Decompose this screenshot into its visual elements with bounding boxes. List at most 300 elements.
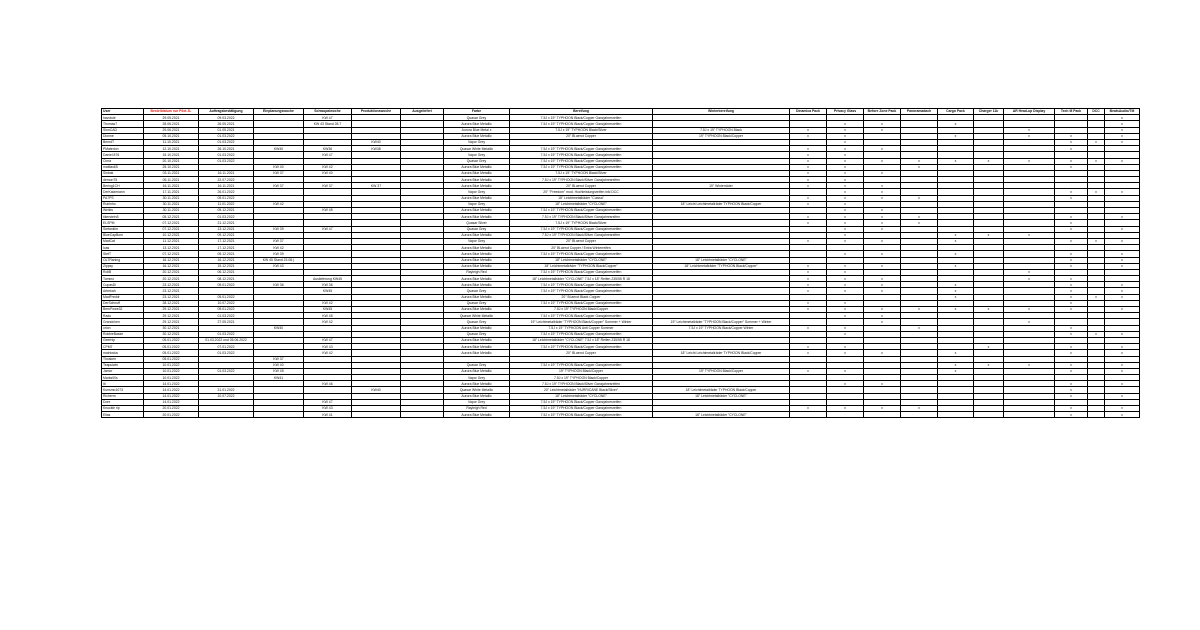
table-cell: 16.12.2021	[144, 257, 199, 263]
table-cell: x	[1105, 307, 1140, 313]
table-cell: RobbieBaske	[102, 331, 144, 337]
table-cell: 20.01.2022	[144, 406, 199, 412]
table-cell: DerKatzenann	[102, 189, 144, 195]
table-cell: x	[901, 164, 938, 170]
table-cell: KW45	[304, 288, 352, 294]
table-cell: 7.5J x 19" TYPHOON Black/Copper Ganzjahresreifen	[510, 300, 653, 306]
table-cell: Aurora Blue Metallic	[444, 350, 510, 356]
table-cell: ltl	[102, 381, 144, 387]
table-cell: 01.03.2022	[199, 158, 254, 164]
table-cell: 12.10.2021	[144, 146, 199, 152]
table-cell: x	[790, 220, 827, 226]
table-cell: 7.5J x 19" TYPHOON Black/Copper Ganzjahresreifen	[510, 158, 653, 164]
table-cell	[401, 412, 444, 418]
table-cell: x	[864, 276, 901, 282]
table-cell: x	[974, 362, 1004, 368]
table-cell: x	[938, 307, 974, 313]
table-cell: x	[864, 313, 901, 319]
table-cell: 7.5J x 19" TYPHOON Black/Silver Ganzjahresreifen	[510, 214, 653, 220]
table-cell: x	[790, 195, 827, 201]
column-header: Before Zone Pack	[864, 109, 901, 115]
table-cell: 20" Bl.aerot Black Copper	[510, 294, 653, 300]
table-cell: x	[1055, 282, 1088, 288]
table-cell: x	[1055, 381, 1088, 387]
table-cell: x	[790, 238, 827, 244]
table-cell: KW 42	[304, 300, 352, 306]
table-cell: x	[1055, 133, 1088, 139]
table-cell: x	[1055, 406, 1088, 412]
table-cell: x	[1055, 368, 1088, 374]
table-cell: 19" TYPHOON Black/Copper	[653, 133, 790, 139]
table-cell: 16.11.2021	[144, 183, 199, 189]
table-cell: KW41	[254, 375, 304, 381]
table-cell: x	[864, 238, 901, 244]
table-cell: Jamor	[102, 368, 144, 374]
table-cell: x	[938, 368, 974, 374]
table-cell: x	[827, 282, 864, 288]
table-cell: KW 37	[254, 238, 304, 244]
table-cell: x	[1088, 158, 1105, 164]
table-cell: x	[827, 368, 864, 374]
table-cell: x	[938, 282, 974, 288]
table-cell: 18" Leichtmetallräder "Cuissa"	[510, 195, 653, 201]
table-cell: x	[1055, 226, 1088, 232]
table-cell: 07.12.2021	[144, 226, 199, 232]
table-cell: BlueCapBom	[102, 232, 144, 238]
table-cell: Quasar Grey	[444, 362, 510, 368]
table-cell: 05.12.2021	[199, 208, 254, 214]
table-cell: Geerhip	[102, 337, 144, 343]
table-cell: x	[901, 214, 938, 220]
table-cell: StefT	[102, 251, 144, 257]
table-cell	[199, 412, 254, 418]
table-cell: x	[1055, 220, 1088, 226]
table-cell: Quasar Grey	[444, 158, 510, 164]
table-cell: Cinra	[102, 158, 144, 164]
table-cell: x	[790, 146, 827, 152]
table-cell: x	[864, 127, 901, 133]
table-cell: 05.01.2022	[199, 195, 254, 201]
table-cell: Quasar Grey	[444, 288, 510, 294]
table-cell: 10.07.2022	[199, 300, 254, 306]
table-cell: Vapor Grey	[444, 152, 510, 158]
table-cell: PA7PS	[102, 195, 144, 201]
table-cell: x	[827, 331, 864, 337]
table-cell: x	[938, 294, 974, 300]
table-cell: MadCat	[102, 238, 144, 244]
table-cell: Thomas7	[102, 121, 144, 127]
table-cell: 16.11.2021	[199, 170, 254, 176]
table-cell: x	[938, 232, 974, 238]
table-cell: Aurora Blue Metallic	[444, 170, 510, 176]
table-cell: x	[1055, 325, 1088, 331]
table-cell: 10.12.2021	[144, 232, 199, 238]
table-cell: x	[1055, 238, 1088, 244]
table-cell: 14.01.2022	[144, 381, 199, 387]
table-cell: Aurora Blue Metallic	[444, 257, 510, 263]
table-cell: x	[1055, 263, 1088, 269]
table-cell: Tommo	[102, 276, 144, 282]
table-cell: x	[1105, 412, 1140, 418]
table-cell: 22.07.2022	[199, 177, 254, 183]
table-cell: 13.12.2021	[199, 226, 254, 232]
table-cell: x	[790, 158, 827, 164]
table-cell: x	[827, 381, 864, 387]
table-cell: 7.5J x 19" TYPHOON Black	[653, 127, 790, 133]
table-cell: Elias	[102, 412, 144, 418]
table-cell: 25.10.2021	[144, 164, 199, 170]
table-cell: Quasar Silver	[444, 220, 510, 226]
table-cell: x	[901, 325, 938, 331]
table-cell: 10.07.2022	[199, 393, 254, 399]
table-cell: x	[790, 406, 827, 412]
table-cell: x	[864, 282, 901, 288]
table-cell: Weikis	[102, 208, 144, 214]
table-cell: 29.12.2021	[144, 319, 199, 325]
table-cell: KW 43	[304, 406, 352, 412]
table-cell: x	[1105, 350, 1140, 356]
table-cell: x	[827, 238, 864, 244]
table-cell: KW36	[304, 146, 352, 152]
table-cell: x	[1105, 263, 1140, 269]
table-cell: KW 36	[254, 282, 304, 288]
table-cell: x	[827, 152, 864, 158]
table-cell: x	[1105, 288, 1140, 294]
column-header: Bereifung	[510, 109, 653, 115]
table-cell: 29.06.2021	[144, 127, 199, 133]
table-cell: x	[1105, 133, 1140, 139]
table-cell: havolule	[102, 115, 144, 121]
table-cell: x	[827, 263, 864, 269]
table-cell: x	[827, 406, 864, 412]
column-header: Farbe	[444, 109, 510, 115]
table-cell: x	[1055, 214, 1088, 220]
spreadsheet	[101, 108, 1135, 418]
table-cell: Rado	[102, 313, 144, 319]
table-cell	[352, 412, 401, 418]
table-cell: CPMT	[102, 344, 144, 350]
table-cell: 10.01.2022	[144, 375, 199, 381]
table-cell: 20" Leichtmetallräder "HURRICANE Black/Silver"	[510, 387, 653, 393]
table-cell: 30.12.2021	[144, 325, 199, 331]
table-cell	[1004, 412, 1055, 418]
column-header: Ausgeliefert	[401, 109, 444, 115]
table-cell: Quasar White Metallic	[444, 313, 510, 319]
column-header: Cargo Pack	[938, 109, 974, 115]
table-cell: x	[901, 406, 938, 412]
table-cell: x	[1105, 257, 1140, 263]
table-cell: x	[864, 288, 901, 294]
table-cell: 18" Leichtmetallräder "CYCLONE"	[510, 393, 653, 399]
table-cell: x	[790, 170, 827, 176]
table-cell: 7.5J x 19" TYPHOON Black/Copper Ganzjahresreifen	[510, 282, 653, 288]
table-cell: Vapor Grey	[444, 375, 510, 381]
table-cell: 05.01.2022	[199, 282, 254, 288]
table-cell: tikerstein5	[102, 214, 144, 220]
table-cell: KW 42	[304, 319, 352, 325]
table-cell: 7.5J x 19" TYPHOON Black/Copper	[510, 375, 653, 381]
table-cell: 30.11.2021	[144, 195, 199, 201]
table-cell: KW 47	[304, 337, 352, 343]
table-cell: matrioska	[102, 350, 144, 356]
table-cell: 20.12.2021	[144, 276, 199, 282]
column-header: Auftragsbestätigung	[199, 109, 254, 115]
table-cell: 20" Bl.aerot Copper	[510, 183, 653, 189]
table-cell: x	[864, 170, 901, 176]
table-cell: 7.5J x 19" TYPHOON Black/Copper	[510, 307, 653, 313]
column-header: DCC	[1088, 109, 1105, 115]
table-cell: 10.01.2022	[144, 362, 199, 368]
table-cell: 01.03.2022	[199, 331, 254, 337]
table-cell: Aurora Blue Metal x	[444, 127, 510, 133]
table-cell: CupasDi	[102, 282, 144, 288]
table-cell	[974, 412, 1004, 418]
table-cell: KW 43	[304, 344, 352, 350]
table-cell: 18" Leichtmetallräder "CYCLONE"	[653, 393, 790, 399]
table-cell: x	[864, 263, 901, 269]
table-cell: 05.12.2021	[144, 214, 199, 220]
table-cell: 20" Bl.aerot Copper / Extra Winterreifen	[510, 245, 653, 251]
table-cell: x	[1055, 300, 1088, 306]
table-cell: x	[827, 269, 864, 275]
table-cell: KW 45	[304, 313, 352, 319]
table-cell: 06.12.2021	[199, 269, 254, 275]
table-cell: x	[790, 201, 827, 207]
table-cell: x	[790, 152, 827, 158]
table-cell: 7.5J x 19" TYPHOON Black/Copper Ganzjahresreifen	[510, 121, 653, 127]
table-cell	[790, 412, 827, 418]
table-cell: x	[1055, 189, 1088, 195]
table-cell: 19" TYPHOON Black/Copper	[653, 368, 790, 374]
table-cell: 19" Leichtmetallräder "TYPHOON Black/Copper" Sommer + Winter	[510, 319, 653, 325]
table-cell: KW 40	[254, 164, 304, 170]
table-cell: KW 39	[254, 251, 304, 257]
table-cell: 29.05.2021	[144, 115, 199, 121]
table-cell: 09.03.2022	[199, 115, 254, 121]
table-cell: x	[827, 350, 864, 356]
table-cell: 15.12.2021	[199, 263, 254, 269]
table-cell: 18" Leicht Leichtmetallräder TYPHOON Black/Copper	[653, 350, 790, 356]
table-cell	[1088, 412, 1105, 418]
table-cell: 18" Leichtmetallräder "CYCLONE"	[653, 412, 790, 418]
table-cell: x	[974, 158, 1004, 164]
table-cell: 23.12.2021	[144, 282, 199, 288]
table-cell: KW 45	[304, 208, 352, 214]
table-cell: x	[1105, 362, 1140, 368]
table-cell: Aurora Blue Metallic	[444, 183, 510, 189]
table-cell: 18" Leichtmetallräder "TYPHOON Black/Copper"	[653, 263, 790, 269]
table-cell: orion	[102, 325, 144, 331]
table-cell: 7.5J x 19" TYPHOON Black/Silver	[510, 170, 653, 176]
table-cell: 17.12.2021	[199, 238, 254, 244]
table-cell: x	[901, 220, 938, 226]
table-cell: x	[974, 344, 1004, 350]
table-cell: x	[1088, 139, 1105, 145]
table-cell: 17.12.2021	[199, 245, 254, 251]
table-cell: x	[827, 189, 864, 195]
table-cell: 17.11.2021	[144, 189, 199, 195]
table-cell: 05.01.2022	[144, 356, 199, 362]
table-cell: 7.5J x 19" TYPHOON Black/Silver	[510, 127, 653, 133]
table-cell: x	[864, 195, 901, 201]
column-header: Dinamica Pack	[790, 109, 827, 115]
table-cell: 7.5J x 19" TYPHOON Black/Silver Ganzjahresreifen	[510, 177, 653, 183]
table-cell: x	[827, 214, 864, 220]
table-cell: x	[827, 170, 864, 176]
table-cell: Quasar Grey	[444, 226, 510, 232]
table-cell: 01.03.2022 und 05.06.2022	[199, 337, 254, 343]
table-cell: 20" Bl.aerot Copper	[510, 238, 653, 244]
table-cell: KW 43	[254, 263, 304, 269]
table-cell: 29.12.2021	[144, 313, 199, 319]
table-cell: KW45	[304, 307, 352, 313]
column-header: Panoramadach	[901, 109, 938, 115]
table-cell: SinnCAD	[102, 127, 144, 133]
table-cell: x	[938, 350, 974, 356]
table-cell: 20.01.2022	[144, 412, 199, 418]
table-cell: x	[1088, 331, 1105, 337]
table-cell: BernPowe32	[102, 307, 144, 313]
table-cell: Aurora Blue Metallic	[444, 251, 510, 257]
column-header: BeatsAudio/TM	[1105, 109, 1140, 115]
table-cell: x	[1088, 238, 1105, 244]
table-cell: x	[1004, 307, 1055, 313]
table-cell: Quasar White Metallic	[444, 387, 510, 393]
table-cell: x	[901, 158, 938, 164]
table-cell: KW40	[352, 387, 401, 393]
table-cell: x	[1004, 158, 1055, 164]
table-cell: x	[974, 307, 1004, 313]
column-header: Schwupalwoche	[304, 109, 352, 115]
table-cell: 05.01.2022	[199, 307, 254, 313]
table-cell: 18" Leichtmetallräder TYPHOON Black/Copper	[653, 387, 790, 393]
table-cell: x	[1055, 387, 1088, 393]
table-cell: x	[790, 325, 827, 331]
table-cell: 09.12.2021	[199, 232, 254, 238]
table-cell: Rayleigh Red	[444, 269, 510, 275]
table-cell: ELSPM	[102, 220, 144, 226]
table-cell: x	[864, 406, 901, 412]
table-cell: Aurora Blue Metallic	[444, 263, 510, 269]
table-cell: KW 37	[254, 356, 304, 362]
table-cell: Kunsmo1073	[102, 387, 144, 393]
table-cell: x	[827, 139, 864, 145]
table-cell: 20.12.2021	[144, 269, 199, 275]
table-cell: x	[864, 189, 901, 195]
table-cell: KW 45	[254, 368, 304, 374]
table-cell: x	[1105, 238, 1140, 244]
table-cell: 7.5J x 19" TYPHOON Black/Copper Ganzjahresreifen	[510, 251, 653, 257]
table-cell: OLTRaning	[102, 257, 144, 263]
table-cell: x	[1055, 393, 1088, 399]
table-cell: x	[790, 133, 827, 139]
table-cell: Aurora Blue Metallic	[444, 381, 510, 387]
table-cell: 20" Bl.aerot Copper	[510, 350, 653, 356]
table-cell: x	[827, 208, 864, 214]
column-header: Winterbereifung	[653, 109, 790, 115]
table-cell: Aurora Blue Metallic	[444, 214, 510, 220]
table-cell: x	[790, 269, 827, 275]
table-cell: 7.5J x 19" TYPHOON Black/Copper Ganzjahresreifen	[510, 269, 653, 275]
table-cell: 23.12.2021	[144, 288, 199, 294]
table-cell: x	[827, 313, 864, 319]
table-cell: x	[864, 319, 901, 325]
table-cell: 7.5J x 19" TYPHOON Black/Copper Ganzjahresreifen	[510, 226, 653, 232]
table-cell: x	[827, 307, 864, 313]
table-cell: KW 42	[304, 164, 352, 170]
table-cell: x	[827, 195, 864, 201]
table-cell: DerSchnuff	[102, 300, 144, 306]
table-cell: BerndT	[102, 139, 144, 145]
table-cell: 19" Winterräder	[653, 183, 790, 189]
table-cell: Aurora Blue Metallic	[444, 393, 510, 399]
table-cell: Quasar Grey	[444, 331, 510, 337]
table-cell: x	[1105, 393, 1140, 399]
table-cell: x	[827, 226, 864, 232]
table-cell: 19" Leichtmetallräder "TYPHOON Black/Copper" Sommer + Winter	[653, 319, 790, 325]
table-cell: KW 47	[304, 152, 352, 158]
table-cell: KW40	[254, 325, 304, 331]
table-cell: 7.5J x 19" TYPHOON Black/Silver Ganzjahresreifen	[510, 381, 653, 387]
table-cell: 18" Leichtmetallräder "CYCLONE" 7.5J x 18" Reifen 235/55 R 18	[510, 276, 653, 282]
table-cell: 30.12.2021	[144, 331, 199, 337]
table-cell: x	[1055, 362, 1088, 368]
table-cell: x	[1105, 158, 1140, 164]
table-cell: 20" Bl.aerot Copper	[510, 133, 653, 139]
table-cell: x	[1055, 344, 1088, 350]
table-cell: KW 40	[304, 170, 352, 176]
table-cell: x	[1004, 319, 1055, 325]
table-cell: x	[827, 146, 864, 152]
table-cell: KW38	[352, 146, 401, 152]
table-cell: 7.5J x 19" TYPHOON Black/Copper Ganzjahresreifen	[510, 115, 653, 121]
table-cell: x	[1055, 288, 1088, 294]
table-cell: x	[1055, 412, 1088, 418]
table-cell: x	[1055, 139, 1088, 145]
table-cell: Marks00s	[102, 375, 144, 381]
table-cell: KW 37	[254, 170, 304, 176]
table-cell: x	[827, 220, 864, 226]
table-cell: 01.03.2022	[199, 133, 254, 139]
table-cell: x	[1004, 133, 1055, 139]
table-cell: x	[790, 344, 827, 350]
table-cell: 13.12.2021	[144, 245, 199, 251]
table-cell: Vapor Grey	[444, 238, 510, 244]
table-cell: x	[1105, 331, 1140, 337]
table-cell: x	[1004, 362, 1055, 368]
table-cell: x	[790, 177, 827, 183]
table-cell: x	[790, 307, 827, 313]
table-cell: x	[1055, 195, 1088, 201]
table-cell: Aurora Blue Metallic	[444, 344, 510, 350]
table-cell: 05.01.2022	[199, 294, 254, 300]
table-cell: 26.05.2021	[199, 121, 254, 127]
table-cell: 01.03.2022	[199, 214, 254, 220]
table-cell: KW 42	[254, 245, 304, 251]
table-cell: 7.5J x 19" TYPHOON Black/Copper Winter	[653, 325, 790, 331]
table-cell: 27.05.2021	[199, 319, 254, 325]
table-cell: x	[827, 133, 864, 139]
table-cell: x	[1055, 164, 1088, 170]
table-cell: Aurora Blue Metallic	[444, 368, 510, 374]
column-header: Charger 11k	[974, 109, 1004, 115]
table-cell: Aurora Blue Metallic	[444, 177, 510, 183]
table-cell: x	[864, 226, 901, 232]
table-cell: x	[827, 251, 864, 257]
table-cell: 18" Leichtmetallräder "CYCLONE"	[653, 257, 790, 263]
table-cell: x	[1105, 282, 1140, 288]
table-cell: Aurora Blue Metallic	[444, 412, 510, 418]
